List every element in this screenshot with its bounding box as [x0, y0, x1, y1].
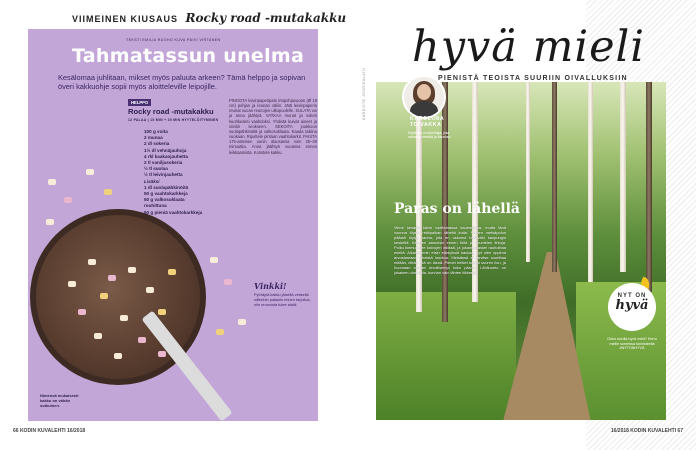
tip-heading: Vinkki! [254, 281, 287, 291]
nut [216, 329, 224, 335]
marshmallow [68, 281, 76, 287]
author-bio: Kirjoittaja on toimittaja, joka rakastaa metsää ja liikuntaa. [408, 131, 451, 140]
marshmallow [120, 315, 128, 321]
topping-item: rouhittuna [144, 203, 167, 209]
photo-caption: Nimensä mukaisesti kakku on vähän sotkuinen. [40, 393, 79, 408]
marshmallow [158, 351, 166, 357]
badge-description: Onko sinulla hyvä mieli? Kerro meille somessa tunnisteella #NYTONHYVÄ [607, 337, 657, 351]
ingredient: 2 dl sokeria [144, 141, 170, 147]
marshmallow [86, 169, 94, 175]
marshmallow [224, 279, 232, 285]
right-page [348, 0, 696, 450]
marshmallow [48, 179, 56, 185]
article-body: Viime kesänä kävin vaeltamassa kauempana, mutta tänä vuonna löysin retkipaikan läheltä kotia. Pienen metsäpolun päästä löytyy rauha, jota en uskonut löytäväni kaupungin keskeltä. Kävelen aamuisin ennen töitä ja kuuntelen lintuja. Polku kiemurtelee koivujen välissä, ja jokainen askel rauhoittaa mieltä. Aikaisemmin etsin elämyksiä kaukaa, nyt olen oppinut arvostamaan läheistä luontoa. Metsässä ei tarvitse suorittaa mitään, riittää että on läsnä. Pienet hetket tuovat suuren ilon, ja huomaan olevani levollisempi koko päivän. Lähiluonto on jokaisen ulottuvilla, kunhan vain lähtee liikkeelle. [394, 225, 506, 276]
topping-label: Lisäksi [144, 178, 160, 184]
lead-text: Kesälomaa juhlitaan, mikset myös paluuta arkeen? Tämä helppo ja sopivan överi kakkuohje sopii myös aloitteleville leipojille. [58, 73, 306, 92]
ingredient: 2 tl vaniljasokeria [144, 160, 183, 166]
marshmallow [128, 267, 136, 273]
marshmallow [146, 287, 154, 293]
section-name: VIIMEINEN KIUSAUS [72, 14, 179, 24]
ingredient: ½ tl suolaa [144, 166, 168, 172]
marshmallow [64, 197, 72, 203]
recipe-name: Rocky road -mutakakku [128, 107, 214, 116]
topping-item: 50 g valkosuklaata [144, 197, 185, 203]
ingredient-list [144, 129, 234, 216]
tree-trunk [646, 82, 652, 292]
campaign-badge [608, 283, 656, 331]
topping-item: 50 g vaahtokarkkeja [144, 191, 188, 197]
marshmallow [94, 333, 102, 339]
marshmallow [210, 257, 218, 263]
author-name: KAROLIINA TOIVAKKA [410, 116, 445, 129]
column-logo: hyvä mieli [412, 22, 646, 72]
birch-trunk [588, 82, 593, 282]
topping-item: 50 g pieniä vaahtokarkkeja [144, 209, 203, 215]
nut [158, 309, 166, 315]
ingredient: 2 munaa [144, 135, 163, 141]
difficulty-badge: HELPPO [128, 99, 151, 106]
tree-trunk [552, 82, 557, 272]
section-dish: Rocky road -mutakakku [185, 11, 347, 25]
birch-trunk [620, 82, 626, 272]
ingredient: 1½ dl vehnäjauhoja [144, 147, 187, 153]
marshmallow [138, 337, 146, 343]
column-tagline: PIENISTÄ TEOISTA SUURIIN OIVALLUKSIIN [438, 75, 628, 82]
recipe-panel [28, 29, 318, 421]
page-title: Tahmatassun unelma [72, 45, 305, 67]
credits: TEKSTI EMILIA RUOHO KUVA PÄIVI VIRTANEN [126, 38, 221, 42]
topping-item: 1 dl suolapähkinöitä [144, 184, 189, 190]
article-heading: Paras on lähellä [394, 201, 520, 217]
ingredient: 100 g voita [144, 129, 168, 134]
nut [168, 269, 176, 275]
birch-trunk [526, 82, 530, 262]
badge-line2: hyvä [615, 298, 649, 313]
page-folio: 66 KODIN KUVALEHTI 16/2018 [13, 428, 86, 434]
marshmallow [46, 219, 54, 225]
marshmallow [78, 309, 86, 315]
side-label: KARDISTE JOURIKALATU [362, 67, 366, 120]
marshmallow [108, 275, 116, 281]
marshmallow [114, 353, 122, 359]
author-avatar [402, 75, 446, 119]
recipe-method: PINGOTA leivinpaperipala irtopohjavuoan (Ø 18 cm) pohjan ja reunan väliin. Jätä leivinpaperin reunat vuoan reunojen ulkopuolelle. SULATA voi ja anna jäähtyä. VATKAA munat ja sokeri kuohkeaksi vaahdoksi. Yhdistä kuivat aineet ja siivilöi seokseen. SEKOITA joukkoon suolapähkinöitä ja valkosuklaata. Kaada taikina vuokaan. Ripottele pintaan vaahtokarkit. PAISTA 175-asteisen uunin alaosassa noin 25–30 minuuttia. Anna jäähtyä vuoassa ennen leikkaamista. Koristele kakku. [229, 98, 317, 155]
marshmallow [88, 259, 96, 265]
page-folio: 16/2018 KODIN KUVALEHTI 67 [610, 428, 683, 434]
badge-line1: NYT ON [617, 293, 647, 299]
ingredient: 4 rkl kaakaojauhetta [144, 153, 188, 159]
tip-text: Pyöräytä kakku jäisellä veitsellä nätteihin palasiin ennen tarjoilua, niin reunoista tulee siistit. [254, 292, 311, 307]
ingredient: ½ tl leivinjauhetta [144, 172, 183, 178]
section-header [72, 11, 346, 25]
marshmallow [238, 319, 246, 325]
nut [100, 293, 108, 299]
recipe-meta: 12 PALAA | 15 MIN + 30 MIN HYYTELÖITYMINEN [128, 118, 219, 122]
avatar-face [417, 84, 431, 100]
nut [104, 189, 112, 195]
